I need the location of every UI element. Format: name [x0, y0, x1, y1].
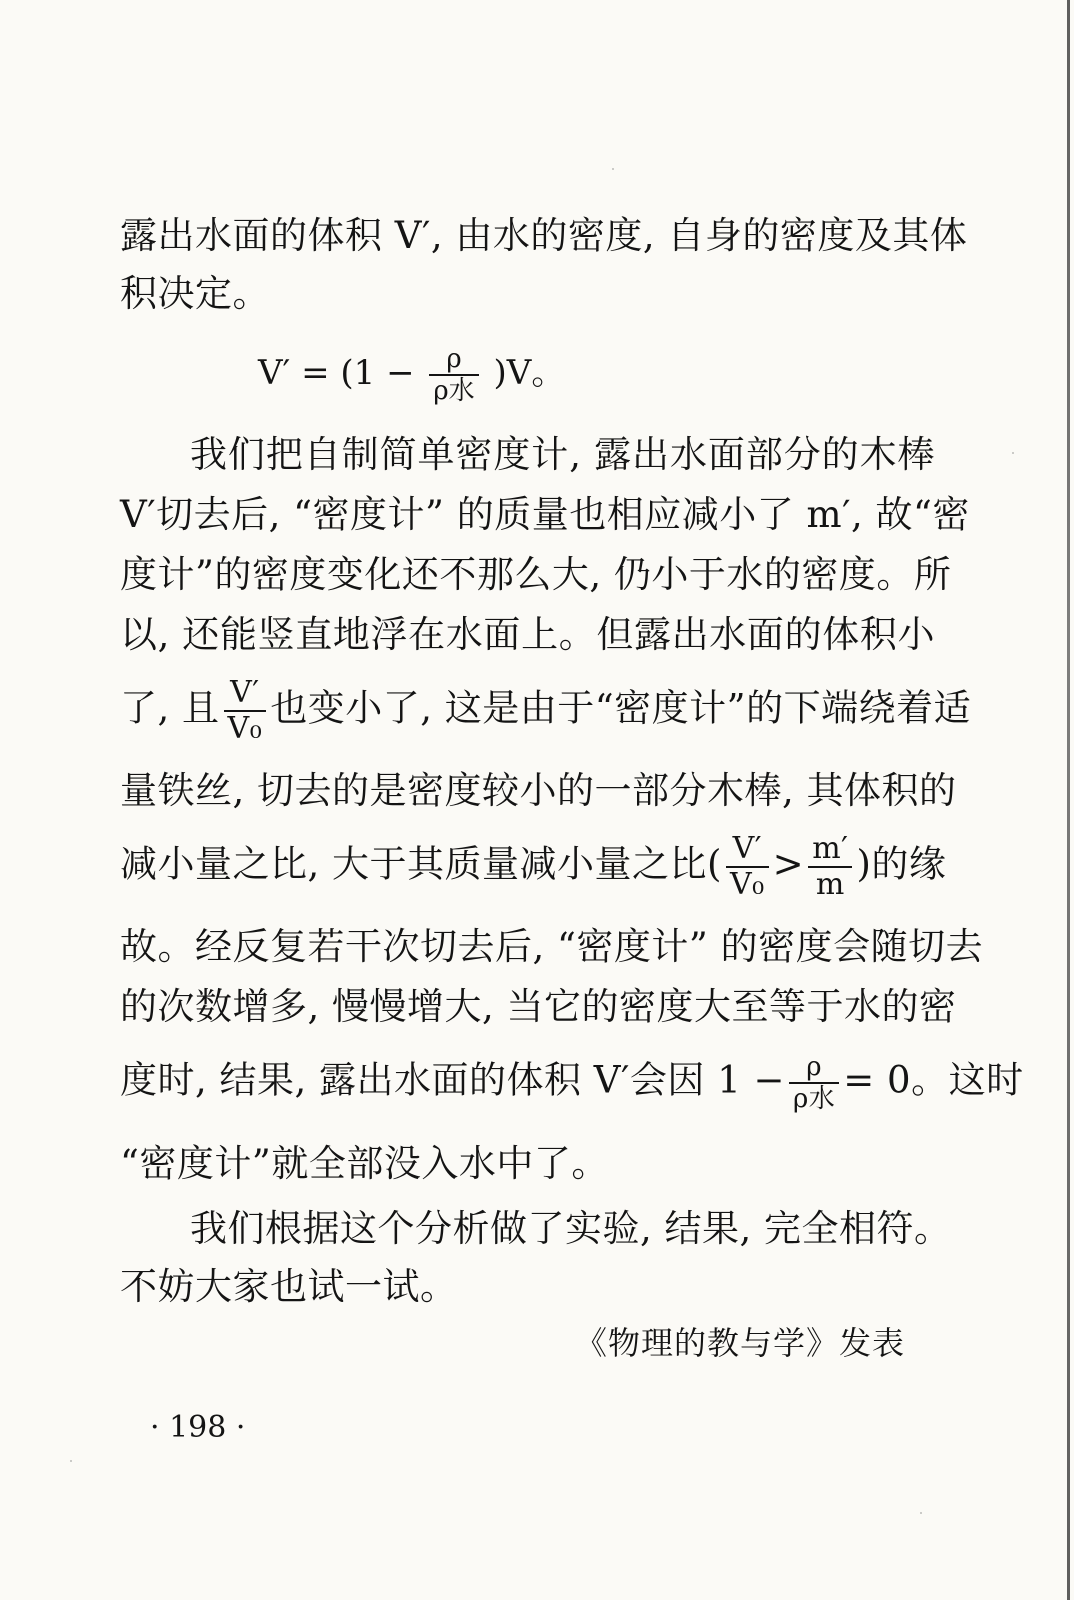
source-attribution: 《物理的教与学》发表: [575, 1324, 906, 1362]
line-10-suffix: = 0。这时: [843, 1058, 1024, 1102]
equation-1-numerator: ρ: [446, 344, 462, 374]
paragraph-3-line-2: 不妨大家也试一试。: [120, 1265, 458, 1308]
line-5-numerator: V′: [230, 675, 260, 710]
line-7-mass-denominator: m: [808, 866, 852, 902]
equation-1-lhs: V′ = (1 −: [258, 353, 415, 393]
paper-speck: [70, 1460, 72, 1462]
line-5-fraction: [224, 676, 267, 746]
line-7-suffix: )的缘: [856, 842, 947, 886]
paper-speck: [920, 1512, 922, 1514]
line-10-prefix: 度时, 结果, 露出水面的体积 V′会因 1 −: [120, 1058, 785, 1102]
line-10-denominator: ρ水: [789, 1082, 839, 1114]
paragraph-2-line-11: “密度计”就全部没入水中了。: [120, 1142, 609, 1185]
line-7-prefix: 减小量之比, 大于其质量减小量之比(: [120, 842, 722, 886]
line-5-suffix: 也变小了, 这是由于“密度计”的下端绕着适: [270, 686, 972, 730]
equation-1-denominator: ρ水: [429, 374, 478, 406]
line-7-fraction-mass: [808, 832, 852, 902]
paragraph-2-line-5: [120, 675, 972, 746]
line-5-prefix: 了, 且: [120, 686, 220, 730]
paragraph-2-line-2: V′切去后, “密度计” 的质量也相应减小了 m′, 故“密: [120, 493, 970, 536]
equation-1-fraction: [429, 344, 478, 406]
line-10-numerator: ρ: [806, 1052, 823, 1082]
paragraph-2-line-8: 故。经反复若干次切去后, “密度计” 的密度会随切去: [120, 925, 984, 968]
line-7-volume-numerator: V′: [732, 831, 763, 866]
paper-speck: [612, 168, 614, 170]
paper-speck: [1012, 452, 1014, 454]
line-7-greater-than: >: [772, 842, 805, 886]
line-10-fraction: [789, 1052, 839, 1114]
line-7-mass-numerator: m′: [812, 831, 849, 866]
page-number: · 198 ·: [150, 1410, 246, 1445]
paragraph-2-line-7: [120, 831, 947, 902]
paragraph-1-line-1: 露出水面的体积 V′, 由水的密度, 自身的密度及其体: [120, 214, 968, 257]
paragraph-3-line-1: 我们根据这个分析做了实验, 结果, 完全相符。: [190, 1207, 952, 1250]
paragraph-2-line-1: 我们把自制简单密度计, 露出水面部分的木棒: [190, 433, 935, 476]
paragraph-2-line-3: 度计”的密度变化还不那么大, 仍小于水的密度。所: [120, 553, 952, 596]
paragraph-2-line-9: 的次数增多, 慢慢增大, 当它的密度大至等于水的密: [120, 985, 957, 1028]
equation-1: [258, 344, 565, 406]
line-7-fraction-volume: [726, 832, 769, 902]
paragraph-2-line-10: [120, 1052, 1024, 1114]
line-5-denominator: V₀: [224, 710, 267, 746]
page-edge-shadow: [1067, 0, 1070, 1600]
equation-1-rhs: )V。: [493, 353, 566, 393]
paragraph-2-line-4: 以, 还能竖直地浮在水面上。但露出水面的体积小: [120, 613, 935, 656]
paragraph-1-line-2: 积决定。: [120, 272, 270, 315]
line-7-volume-denominator: V₀: [726, 866, 769, 902]
paragraph-2-line-6: 量铁丝, 切去的是密度较小的一部分木棒, 其体积的: [120, 769, 957, 812]
